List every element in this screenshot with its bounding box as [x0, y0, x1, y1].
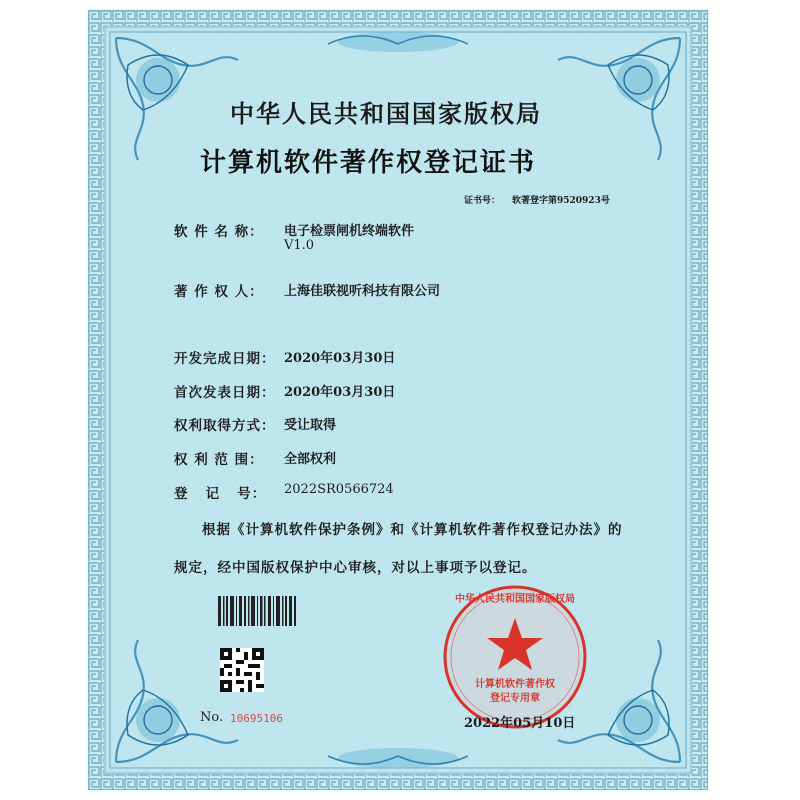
issue-date: 2022年05月10日 [464, 716, 576, 731]
qr-code [220, 648, 264, 692]
owner-value: 上海佳联视听科技有限公司 [284, 284, 441, 299]
pub-date-label: 首次发表日期： [174, 385, 276, 401]
certificate-title: 计算机软件著作权登记证书 [200, 148, 537, 178]
certificate [88, 10, 708, 790]
dev-date-label: 开发完成日期： [174, 351, 276, 367]
seal-line-1: 计算机软件著作权 [475, 679, 555, 690]
issuer-heading: 中华人民共和国国家版权局 [230, 99, 542, 128]
reg-no-value: 2022SR0566724 [284, 482, 394, 497]
barcode [218, 596, 296, 626]
cert-no-value: 软著登字第9520923号 [512, 196, 610, 206]
dev-date-value: 2020年03月30日 [284, 351, 396, 366]
serial-no-label: No. [200, 710, 224, 725]
software-version: V1.0 [284, 238, 315, 253]
cert-no-label: 证书号： [464, 196, 501, 206]
software-name-label: 软 件 名 称： [174, 224, 264, 240]
body-line-2: 规定，经中国版权保护中心审核，对以上事项予以登记。 [174, 560, 537, 576]
body-line-1: 根据《计算机软件保护条例》和《计算机软件著作权登记办法》的 [202, 522, 623, 538]
pub-date-value: 2020年03月30日 [284, 385, 396, 400]
scope-value: 全部权利 [284, 452, 337, 467]
serial-no-value: 10695106 [230, 712, 283, 725]
software-name-value: 电子检票闸机终端软件 [284, 224, 415, 239]
acquire-method-label: 权利取得方式： [174, 418, 276, 434]
acquire-method-value: 受让取得 [284, 418, 337, 433]
seal-line-2: 登记专用章 [490, 693, 540, 704]
reg-no-label: 登 记 号： [174, 486, 267, 502]
seal-ring-text: 中华人民共和国国家版权局 [455, 594, 575, 605]
scope-label: 权 利 范 围： [174, 452, 264, 468]
owner-label: 著 作 权 人： [174, 284, 264, 300]
